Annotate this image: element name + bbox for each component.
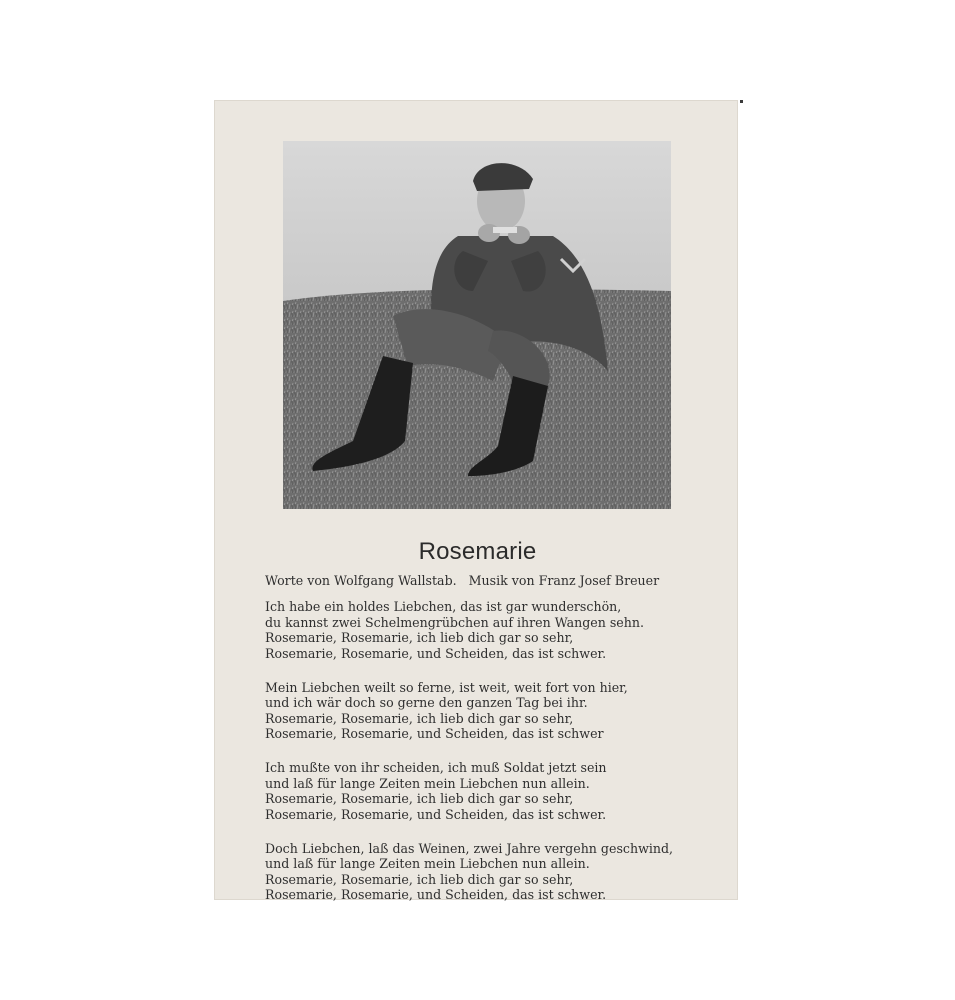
lyric-line: Mein Liebchen weilt so ferne, ist weit, weit fort von hier, xyxy=(265,679,628,695)
lyric-line: du kannst zwei Schelmengrübchen auf ihren Wangen sehn. xyxy=(265,614,644,630)
stanza-2 xyxy=(265,680,705,742)
lyric-line: Ich mußte von ihr scheiden, ich muß Soldat jetzt sein xyxy=(265,760,607,775)
lyric-line: Rosemarie, Rosemarie, und Scheiden, das ist schwer. xyxy=(265,887,607,902)
stanza-3 xyxy=(265,760,705,822)
lyricist-credit: Worte von Wolfgang Wallstab. xyxy=(265,573,457,588)
lyric-line: Rosemarie, Rosemarie, und Scheiden, das ist schwer. xyxy=(265,806,607,822)
credits xyxy=(265,573,695,588)
lyric-line: und laß für lange Zeiten mein Liebchen nun allein. xyxy=(265,856,590,871)
lyric-line: Rosemarie, Rosemarie, und Scheiden, das ist schwer. xyxy=(265,645,607,661)
lyric-line: Rosemarie, Rosemarie, ich lieb dich gar so sehr, xyxy=(265,871,574,887)
lyric-line: Doch Liebchen, laß das Weinen, zwei Jahre vergehn geschwind, xyxy=(265,840,674,856)
lyric-line: und laß für lange Zeiten mein Liebchen nun allein. xyxy=(265,775,590,791)
stanza-4 xyxy=(265,841,705,903)
lyric-line: Ich habe ein holdes Liebchen, das ist gar wunderschön, xyxy=(265,599,622,614)
soldier-photo xyxy=(283,141,671,509)
song-title: Rosemarie xyxy=(418,538,537,565)
lyric-line: Rosemarie, Rosemarie, ich lieb dich gar so sehr, xyxy=(265,710,574,726)
lyrics xyxy=(265,599,705,921)
lyric-line: und ich wär doch so gerne den ganzen Tag bei ihr. xyxy=(265,695,588,710)
stanza-1 xyxy=(265,599,705,661)
composer-credit: Musik von Franz Josef Breuer xyxy=(468,573,660,588)
corner-mark xyxy=(740,100,743,103)
lyric-line: Rosemarie, Rosemarie, und Scheiden, das ist schwer xyxy=(265,726,604,741)
lyric-line: Rosemarie, Rosemarie, ich lieb dich gar so sehr, xyxy=(265,791,574,806)
lyric-line: Rosemarie, Rosemarie, ich lieb dich gar so sehr, xyxy=(265,630,574,645)
